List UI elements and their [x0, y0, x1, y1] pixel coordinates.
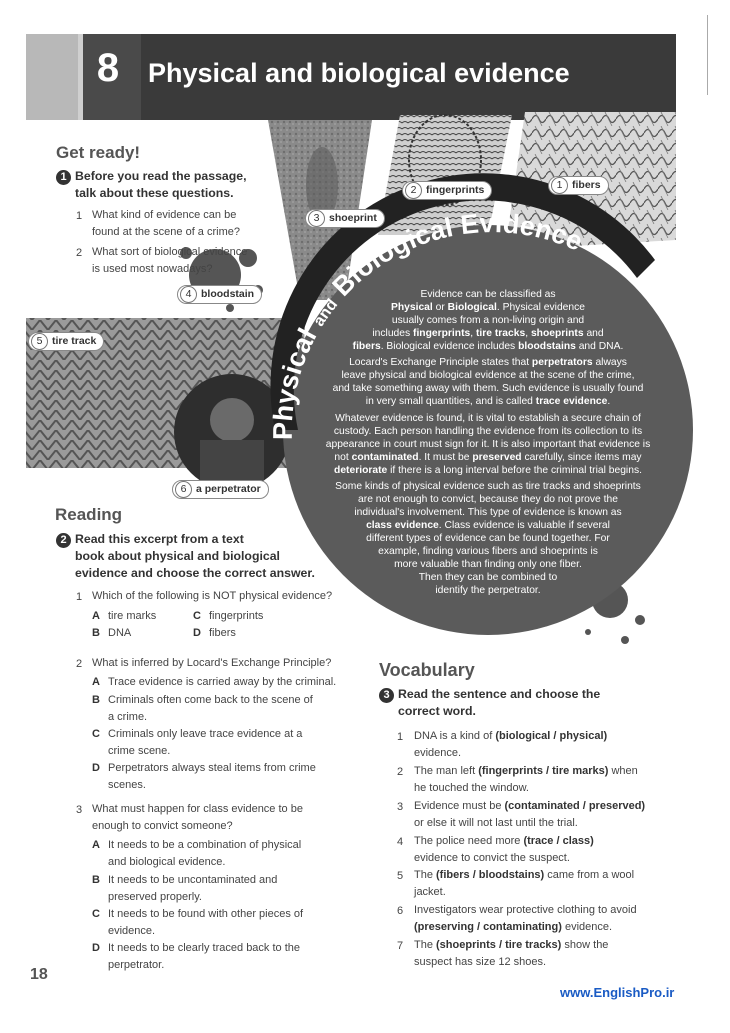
page-number: 18 [30, 966, 48, 983]
passage-line: Some kinds of physical evidence such as tire tracks and shoeprints [335, 481, 641, 492]
vocab-item[interactable]: The (fibers / bloodstains) came from a wool jacket. [414, 869, 635, 898]
reading-q3: What must happen for class evidence to be enough to convict someone? [92, 803, 303, 832]
vocab-item-num: 3 [397, 801, 404, 813]
vocab-item[interactable]: The man left (fingerprints / tire marks) when he touched the window. [414, 765, 638, 794]
get-ready-q1: What kind of evidence can be found at the scene of a crime? [92, 209, 240, 238]
passage-line: includes fingerprints, tire tracks, shoeprints and [372, 328, 604, 339]
passage-line: class evidence. Class evidence is valuable if several [366, 520, 610, 531]
reading-q2-num: 2 [76, 658, 83, 670]
vocab-item-num: 5 [397, 870, 404, 882]
passage-title-physical: Physical [267, 323, 323, 441]
exercise-bullet: 3 [379, 688, 394, 703]
photo-label-perpetrator: 6 a perpetrator [172, 480, 269, 499]
reading-q2-option-c[interactable]: C Criminals only leave trace evidence at a crime scene. [92, 728, 303, 757]
vocabulary-instruction: 3 Read the sentence and choose the correct word. [379, 686, 600, 720]
reading-q2: What is inferred by Locard's Exchange Principle? [92, 657, 332, 669]
reading-q3-num: 3 [76, 804, 83, 816]
passage-line: usually comes from a non-living origin and [391, 315, 585, 326]
reading-q3-option-b[interactable]: B It needs to be uncontaminated and preserved properly. [92, 874, 278, 903]
exercise-bullet: 2 [56, 533, 71, 548]
reading-q2-option-b[interactable]: B Criminals often come back to the scene of a crime. [92, 694, 313, 723]
get-ready-instruction: 1 Before you read the passage, talk about these questions. [56, 168, 247, 202]
passage-line: leave physical and biological evidence at the scene of the crime, [341, 370, 635, 381]
vocab-item[interactable]: The police need more (trace / class) evidence to convict the suspect. [414, 835, 594, 864]
reading-q3-option-c[interactable]: C It needs to be found with other pieces of evidence. [92, 908, 304, 937]
get-ready-q2-num: 2 [76, 247, 83, 259]
reading-q2-option-a[interactable]: A Trace evidence is carried away by the criminal. [92, 676, 337, 688]
vocab-item-num: 7 [397, 940, 404, 952]
passage-line: in very small quantities, and is called trace evidence. [365, 396, 611, 407]
reading-heading: Reading [55, 505, 123, 524]
passage-line: fibers. Biological evidence includes bloodstains and DNA. [352, 341, 624, 352]
passage-line: Whatever evidence is found, it is vital to establish a secure chain of [335, 413, 641, 424]
vocab-item-num: 2 [397, 766, 404, 778]
reading-q1-option-a[interactable]: A tire marks [92, 610, 157, 622]
photo-label-bloodstain: 4 bloodstain [177, 285, 262, 304]
website-link[interactable]: www.EnglishPro.ir [560, 985, 675, 1000]
vocab-item-num: 4 [397, 836, 404, 848]
reading-q1-num: 1 [76, 591, 83, 603]
reading-q1-option-d[interactable]: D fibers [193, 627, 236, 639]
get-ready-q2: What sort of biological evidence is used most nowadays? [92, 246, 248, 275]
passage-line: Locard's Exchange Principle states that perpetrators always [349, 357, 627, 368]
passage-line: and take something away with them. Such evidence is usually found [332, 383, 644, 394]
reading-q1-option-b[interactable]: B DNA [92, 627, 132, 639]
reading-q3-option-a[interactable]: A It needs to be a combination of physical and biological evidence. [92, 839, 302, 868]
vocab-item[interactable]: Evidence must be (contaminated / preserved) or else it will not last until the trial. [414, 800, 646, 829]
passage-line: appearance in court must sign for it. It is also important that evidence is [325, 439, 651, 450]
passage-line: deteriorate if there is a long interval before the criminal trial begins. [334, 465, 642, 476]
chapter-number: 8 [96, 46, 120, 90]
reading-q1-option-c[interactable]: C fingerprints [193, 610, 264, 622]
passage-line: more valuable than finding only one fiber. [394, 559, 582, 570]
photo-label-fibers: 1 fibers [548, 176, 609, 195]
passage-line: Then they can be combined to [418, 572, 558, 583]
reading-q1: Which of the following is NOT physical evidence? [92, 590, 333, 602]
reading-q2-option-d[interactable]: D Perpetrators always steal items from crime scenes. [92, 762, 316, 791]
passage-line: custody. Each person handling the evidence from its collection to its [333, 426, 643, 437]
photo-label-fingerprints: 2 fingerprints [402, 181, 492, 200]
vocab-item[interactable]: DNA is a kind of (biological / physical) evidence. [414, 730, 608, 759]
vocab-item-num: 6 [397, 905, 404, 917]
exercise-bullet: 1 [56, 170, 71, 185]
get-ready-q1-num: 1 [76, 210, 83, 222]
photo-label-shoeprint: 3 shoeprint [305, 209, 385, 228]
photo-label-tire-track: 5 tire track [28, 332, 104, 351]
passage-title-biological: Biological Evidence [326, 207, 587, 302]
passage-title-and: and [310, 296, 342, 330]
passage-line: are not enough to convict, because they do not prove the [358, 494, 618, 505]
chapter-title: Physical and biological evidence [148, 58, 570, 88]
vocab-item-num: 1 [397, 731, 404, 743]
passage-line: not contaminated. It must be preserved carefully, since items may [334, 452, 642, 463]
passage-line: Physical or Biological. Physical evidence [390, 302, 586, 313]
get-ready-heading: Get ready! [56, 143, 141, 162]
vocabulary-heading: Vocabulary [379, 660, 475, 680]
passage-line: Evidence can be classified as [420, 289, 556, 300]
passage-line: identify the perpetrator. [435, 585, 541, 596]
reading-q3-option-d[interactable]: D It needs to be clearly traced back to the perpetrator. [92, 942, 301, 971]
reading-instruction: 2 Read this excerpt from a text book about physical and biological evidence and choose the correct answer. [56, 531, 315, 582]
passage-line: example, finding various fibers and shoeprints is [378, 546, 598, 557]
passage-line: different types of evidence can be found together. For [366, 533, 610, 544]
passage-line: individual's involvement. This type of evidence is known as [354, 507, 622, 518]
vocab-item[interactable]: The (shoeprints / tire tracks) show the suspect has size 12 shoes. [414, 939, 609, 968]
vocab-item[interactable]: Investigators wear protective clothing to avoid (preserving / contaminating) evidence. [414, 904, 637, 933]
